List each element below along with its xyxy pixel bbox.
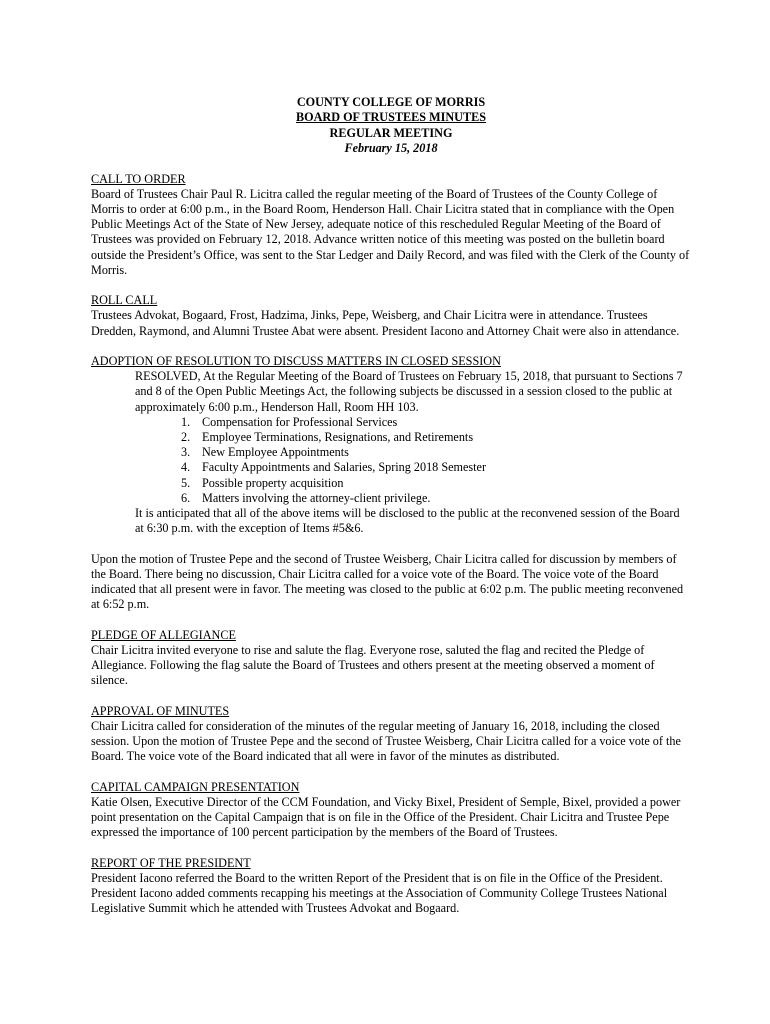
call-to-order-section (91, 172, 691, 278)
item-number: 3. (181, 445, 191, 460)
roll-call-section (91, 293, 691, 339)
section-heading: CAPITAL CAMPAIGN PRESENTATION (91, 779, 300, 794)
meeting-date: February 15, 2018 (344, 141, 438, 156)
section-body: Chair Licitra invited everyone to rise and salute the flag. Everyone rose, saluted the flag and recited the Pledge of Allegiance. Following the flag salute the Board of Trustees and others present at the meeting observed a moment of silence. (91, 642, 655, 688)
item-text: Compensation for Professional Services (202, 414, 398, 429)
item-text: Matters involving the attorney-client privilege. (202, 490, 431, 505)
president-report-section (91, 856, 691, 917)
closed-session-motion (91, 552, 691, 613)
section-heading: ADOPTION OF RESOLUTION TO DISCUSS MATTERS IN CLOSED SESSION (91, 354, 501, 369)
motion-text: Upon the motion of Trustee Pepe and the second of Trustee Weisberg, Chair Licitra called for discussion by members of the Board. There being no discussion, Chair Licitra called for a voice vote of the Board. The voice vote of the Board indicated that all present were in favor. The meeting was closed to the public at 6:02 p.m. The public meeting reconvened at 6:52 p.m. (91, 551, 684, 612)
document-header (91, 95, 691, 157)
capital-campaign-section (91, 780, 691, 841)
item-text: Faculty Appointments and Salaries, Spring 2018 Semester (202, 460, 487, 475)
section-heading: APPROVAL OF MINUTES (91, 703, 230, 718)
list-item (181, 491, 691, 506)
minutes-page (91, 95, 691, 932)
item-number: 1. (181, 414, 191, 429)
item-text: Employee Terminations, Resignations, and Retirements (202, 430, 474, 445)
closed-session-section (91, 354, 691, 536)
meeting-type: REGULAR MEETING (329, 125, 453, 140)
section-body: Katie Olsen, Executive Director of the CCM Foundation, and Vicky Bixel, President of Semple, Bixel, provided a power point presentation on the Capital Campaign that is on file in the Office of the President. Chair Licitra and Trustee Pepe expressed the importance of 100 percent participation by the members of the Board of Trustees. (91, 794, 681, 840)
list-item (181, 460, 691, 475)
section-body: Chair Licitra called for consideration of the minutes of the regular meeting of January 16, 2018, including the closed session. Upon the motion of Trustee Pepe and the second of Trustee Weisberg, Chair Licitra called for a voice vote of the Board. The voice vote of the Board indicated that all were in favor of the minutes as distributed. (91, 718, 681, 764)
section-heading: CALL TO ORDER (91, 171, 186, 186)
list-item (181, 430, 691, 445)
section-heading: PLEDGE OF ALLEGIANCE (91, 627, 236, 642)
item-text: Possible property acquisition (202, 475, 344, 490)
list-item (181, 445, 691, 460)
closed-session-items (181, 415, 691, 506)
item-number: 2. (181, 430, 191, 445)
item-number: 6. (181, 490, 191, 505)
list-item (181, 476, 691, 491)
section-body: President Iacono referred the Board to the written Report of the President that is on file in the Office of the President. President Iacono added comments recapping his meetings at the Association of Community College Trustees National Legislative Summit which he attended with Trustees Advokat and Bogaard. (91, 870, 668, 916)
item-number: 4. (181, 460, 191, 475)
approval-section (91, 704, 691, 765)
section-body: Board of Trustees Chair Paul R. Licitra called the regular meeting of the Board of Trustees of the County College of Morris to order at 6:00 p.m., in the Board Room, Henderson Hall. Chair Licitra stated that in compliance with the Open Public Meetings Act of the State of New Jersey, adequate notice of this rescheduled Regular Meeting of the Board of Trustees was provided on February 12, 2018. Advance written notice of this meeting was posted on the bulletin board outside the President’s Office, was sent to the Star Ledger and Daily Record, and was filed with the Clerk of the County of Morris. (91, 186, 690, 277)
college-name: COUNTY COLLEGE OF MORRIS (296, 95, 486, 109)
pledge-section (91, 628, 691, 689)
document-title: BOARD OF TRUSTEES MINUTES (296, 110, 486, 125)
list-item (181, 415, 691, 430)
item-text: New Employee Appointments (202, 445, 349, 460)
section-body: Trustees Advokat, Bogaard, Frost, Hadzima, Jinks, Pepe, Weisberg, and Chair Licitra were in attendance. Trustees Dredden, Raymond, and Alumni Trustee Abat were absent. President Iacono and Attorney Chait were also in attendance. (91, 308, 680, 338)
disclosure-note: It is anticipated that all of the above items will be disclosed to the public at the reconvened session of the Board at 6:30 p.m. with the exception of Items #5&6. (135, 506, 680, 536)
section-heading: ROLL CALL (91, 293, 158, 308)
item-number: 5. (181, 475, 191, 490)
section-heading: REPORT OF THE PRESIDENT (91, 855, 251, 870)
resolution-text: RESOLVED, At the Regular Meeting of the Board of Trustees on February 15, 2018, that pursuant to Sections 7 and 8 of the Open Public Meetings Act, the following subjects be discussed in a session closed to the public at approximately 6:00 p.m., Henderson Hall, Room HH 103. (135, 369, 683, 414)
resolution-block (135, 369, 691, 536)
